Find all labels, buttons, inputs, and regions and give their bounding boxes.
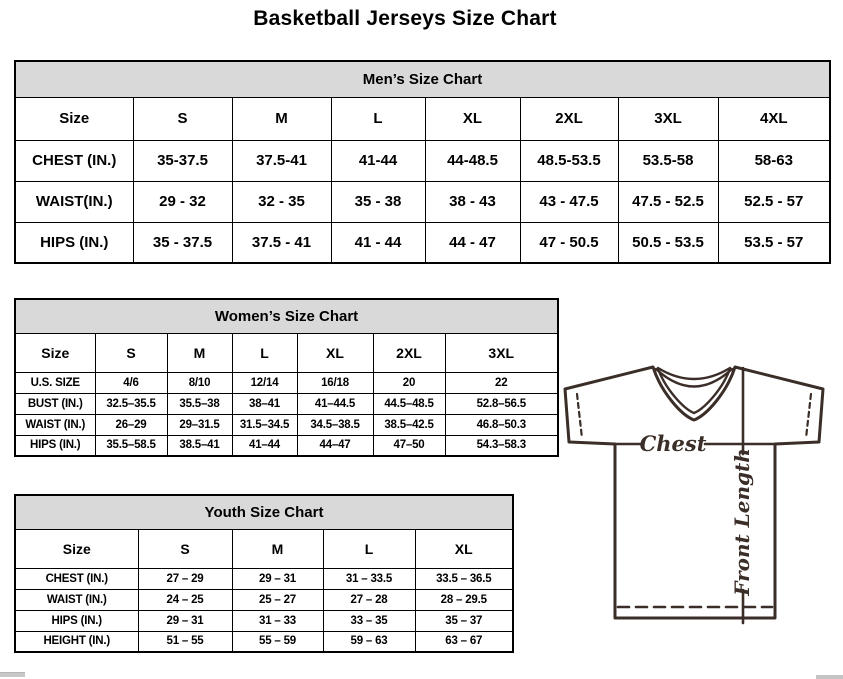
jersey-diagram-svg bbox=[553, 356, 843, 676]
mens_chart-column-header: M bbox=[232, 97, 331, 140]
womens_chart-row bbox=[15, 435, 558, 456]
mens_chart-cell: 47.5 - 52.5 bbox=[618, 181, 718, 222]
youth_chart-column-header: Size bbox=[15, 529, 138, 568]
youth_chart-cell: 28 – 29.5 bbox=[415, 589, 513, 610]
youth_chart-cell: 33.5 – 36.5 bbox=[415, 568, 513, 589]
youth_chart-row bbox=[15, 589, 513, 610]
mens_chart-cell: 35 - 38 bbox=[331, 181, 425, 222]
youth_chart-column-header: XL bbox=[415, 529, 513, 568]
scrollbar-corner-fragment[interactable] bbox=[816, 675, 843, 679]
womens_chart-cell: 26–29 bbox=[95, 414, 167, 435]
mens_chart-cell: 43 - 47.5 bbox=[520, 181, 618, 222]
womens-size-chart-table bbox=[14, 298, 559, 457]
mens_chart-row-label: CHEST (IN.) bbox=[15, 140, 133, 181]
womens_chart-row-label: WAIST (IN.) bbox=[15, 414, 95, 435]
mens_chart-cell: 38 - 43 bbox=[425, 181, 520, 222]
youth-size-chart-table bbox=[14, 494, 514, 653]
youth_chart-cell: 31 – 33.5 bbox=[323, 568, 415, 589]
mens_chart-title: Men’s Size Chart bbox=[15, 61, 830, 97]
mens_chart-cell: 37.5 - 41 bbox=[232, 222, 331, 263]
youth_chart-cell: 29 – 31 bbox=[138, 610, 232, 631]
mens-size-chart-table bbox=[14, 60, 831, 264]
mens_chart-row bbox=[15, 181, 830, 222]
womens_chart-cell: 20 bbox=[373, 372, 445, 393]
womens_chart-row bbox=[15, 393, 558, 414]
womens_chart-row-label: HIPS (IN.) bbox=[15, 435, 95, 456]
womens_chart-cell: 34.5–38.5 bbox=[297, 414, 373, 435]
horizontal-scrollbar-thumb[interactable] bbox=[0, 672, 25, 677]
youth_chart-row-label: HEIGHT (IN.) bbox=[15, 631, 138, 652]
mens_chart-cell: 47 - 50.5 bbox=[520, 222, 618, 263]
womens_chart-cell: 38.5–42.5 bbox=[373, 414, 445, 435]
mens_chart-column-header: XL bbox=[425, 97, 520, 140]
mens_chart-column-header: 2XL bbox=[520, 97, 618, 140]
youth_chart-cell: 25 – 27 bbox=[232, 589, 323, 610]
mens_chart-cell: 44 - 47 bbox=[425, 222, 520, 263]
mens_chart-row bbox=[15, 222, 830, 263]
mens_chart-cell: 37.5-41 bbox=[232, 140, 331, 181]
mens_chart-cell: 32 - 35 bbox=[232, 181, 331, 222]
mens_chart-column-header: Size bbox=[15, 97, 133, 140]
youth_chart-cell: 55 – 59 bbox=[232, 631, 323, 652]
womens_chart-cell: 47–50 bbox=[373, 435, 445, 456]
mens_chart-cell: 53.5-58 bbox=[618, 140, 718, 181]
youth_chart-cell: 27 – 29 bbox=[138, 568, 232, 589]
womens_chart-cell: 16/18 bbox=[297, 372, 373, 393]
womens_chart-column-header: 2XL bbox=[373, 333, 445, 372]
mens_chart-cell: 50.5 - 53.5 bbox=[618, 222, 718, 263]
womens_chart-cell: 41–44 bbox=[232, 435, 297, 456]
womens_chart-cell: 46.8–50.3 bbox=[445, 414, 558, 435]
youth_chart-cell: 33 – 35 bbox=[323, 610, 415, 631]
youth_chart-cell: 63 – 67 bbox=[415, 631, 513, 652]
womens_chart-cell: 35.5–38 bbox=[167, 393, 232, 414]
youth_chart-column-header: L bbox=[323, 529, 415, 568]
womens_chart-cell: 31.5–34.5 bbox=[232, 414, 297, 435]
chest-label: Chest bbox=[639, 431, 707, 456]
youth_chart-column-header: M bbox=[232, 529, 323, 568]
youth_chart-cell: 51 – 55 bbox=[138, 631, 232, 652]
mens_chart-cell: 53.5 - 57 bbox=[718, 222, 830, 263]
womens_chart-cell: 41–44.5 bbox=[297, 393, 373, 414]
womens_chart-row-label: U.S. SIZE bbox=[15, 372, 95, 393]
front-length-label: Front Length bbox=[730, 448, 754, 596]
page-title: Basketball Jerseys Size Chart bbox=[253, 7, 557, 30]
youth_chart-cell: 59 – 63 bbox=[323, 631, 415, 652]
mens_chart-cell: 41-44 bbox=[331, 140, 425, 181]
womens_chart-cell: 8/10 bbox=[167, 372, 232, 393]
mens_chart-cell: 44-48.5 bbox=[425, 140, 520, 181]
womens_chart-column-header: 3XL bbox=[445, 333, 558, 372]
womens_chart-cell: 35.5–58.5 bbox=[95, 435, 167, 456]
mens_chart-column-header: 4XL bbox=[718, 97, 830, 140]
womens_chart-cell: 32.5–35.5 bbox=[95, 393, 167, 414]
mens_chart-cell: 35 - 37.5 bbox=[133, 222, 232, 263]
womens_chart-cell: 44–47 bbox=[297, 435, 373, 456]
jersey-outline bbox=[565, 367, 823, 618]
youth_chart-cell: 29 – 31 bbox=[232, 568, 323, 589]
womens_chart-row bbox=[15, 414, 558, 435]
womens_chart-cell: 29–31.5 bbox=[167, 414, 232, 435]
womens_chart-cell: 38.5–41 bbox=[167, 435, 232, 456]
youth_chart-cell: 27 – 28 bbox=[323, 589, 415, 610]
collar-back-curve-2 bbox=[658, 368, 730, 379]
mens_chart-cell: 48.5-53.5 bbox=[520, 140, 618, 181]
jersey-measurement-diagram bbox=[553, 356, 843, 676]
mens_chart-row-label: HIPS (IN.) bbox=[15, 222, 133, 263]
mens_chart-row-label: WAIST(IN.) bbox=[15, 181, 133, 222]
mens_chart-column-header: L bbox=[331, 97, 425, 140]
womens_chart-cell: 52.8–56.5 bbox=[445, 393, 558, 414]
mens_chart-cell: 58-63 bbox=[718, 140, 830, 181]
youth_chart-column-header: S bbox=[138, 529, 232, 568]
womens_chart-cell: 44.5–48.5 bbox=[373, 393, 445, 414]
womens_chart-row-label: BUST (IN.) bbox=[15, 393, 95, 414]
womens_chart-column-header: M bbox=[167, 333, 232, 372]
womens_chart-column-header: Size bbox=[15, 333, 95, 372]
youth_chart-title: Youth Size Chart bbox=[15, 495, 513, 529]
youth_chart-cell: 35 – 37 bbox=[415, 610, 513, 631]
youth_chart-cell: 31 – 33 bbox=[232, 610, 323, 631]
womens_chart-cell: 4/6 bbox=[95, 372, 167, 393]
youth_chart-row bbox=[15, 568, 513, 589]
youth_chart-cell: 24 – 25 bbox=[138, 589, 232, 610]
youth_chart-row-label: WAIST (IN.) bbox=[15, 589, 138, 610]
youth_chart-row-label: CHEST (IN.) bbox=[15, 568, 138, 589]
womens_chart-column-header: S bbox=[95, 333, 167, 372]
womens_chart-cell: 54.3–58.3 bbox=[445, 435, 558, 456]
womens_chart-row bbox=[15, 372, 558, 393]
youth_chart-row bbox=[15, 631, 513, 652]
collar-back-curve-1 bbox=[656, 369, 732, 387]
womens_chart-cell: 22 bbox=[445, 372, 558, 393]
womens_chart-cell: 12/14 bbox=[232, 372, 297, 393]
mens_chart-cell: 41 - 44 bbox=[331, 222, 425, 263]
womens_chart-title: Women’s Size Chart bbox=[15, 299, 558, 333]
youth_chart-row-label: HIPS (IN.) bbox=[15, 610, 138, 631]
womens_chart-column-header: XL bbox=[297, 333, 373, 372]
youth_chart-row bbox=[15, 610, 513, 631]
mens_chart-cell: 35-37.5 bbox=[133, 140, 232, 181]
womens_chart-column-header: L bbox=[232, 333, 297, 372]
mens_chart-row bbox=[15, 140, 830, 181]
mens_chart-column-header: 3XL bbox=[618, 97, 718, 140]
mens_chart-column-header: S bbox=[133, 97, 232, 140]
womens_chart-cell: 38–41 bbox=[232, 393, 297, 414]
mens_chart-cell: 29 - 32 bbox=[133, 181, 232, 222]
mens_chart-cell: 52.5 - 57 bbox=[718, 181, 830, 222]
